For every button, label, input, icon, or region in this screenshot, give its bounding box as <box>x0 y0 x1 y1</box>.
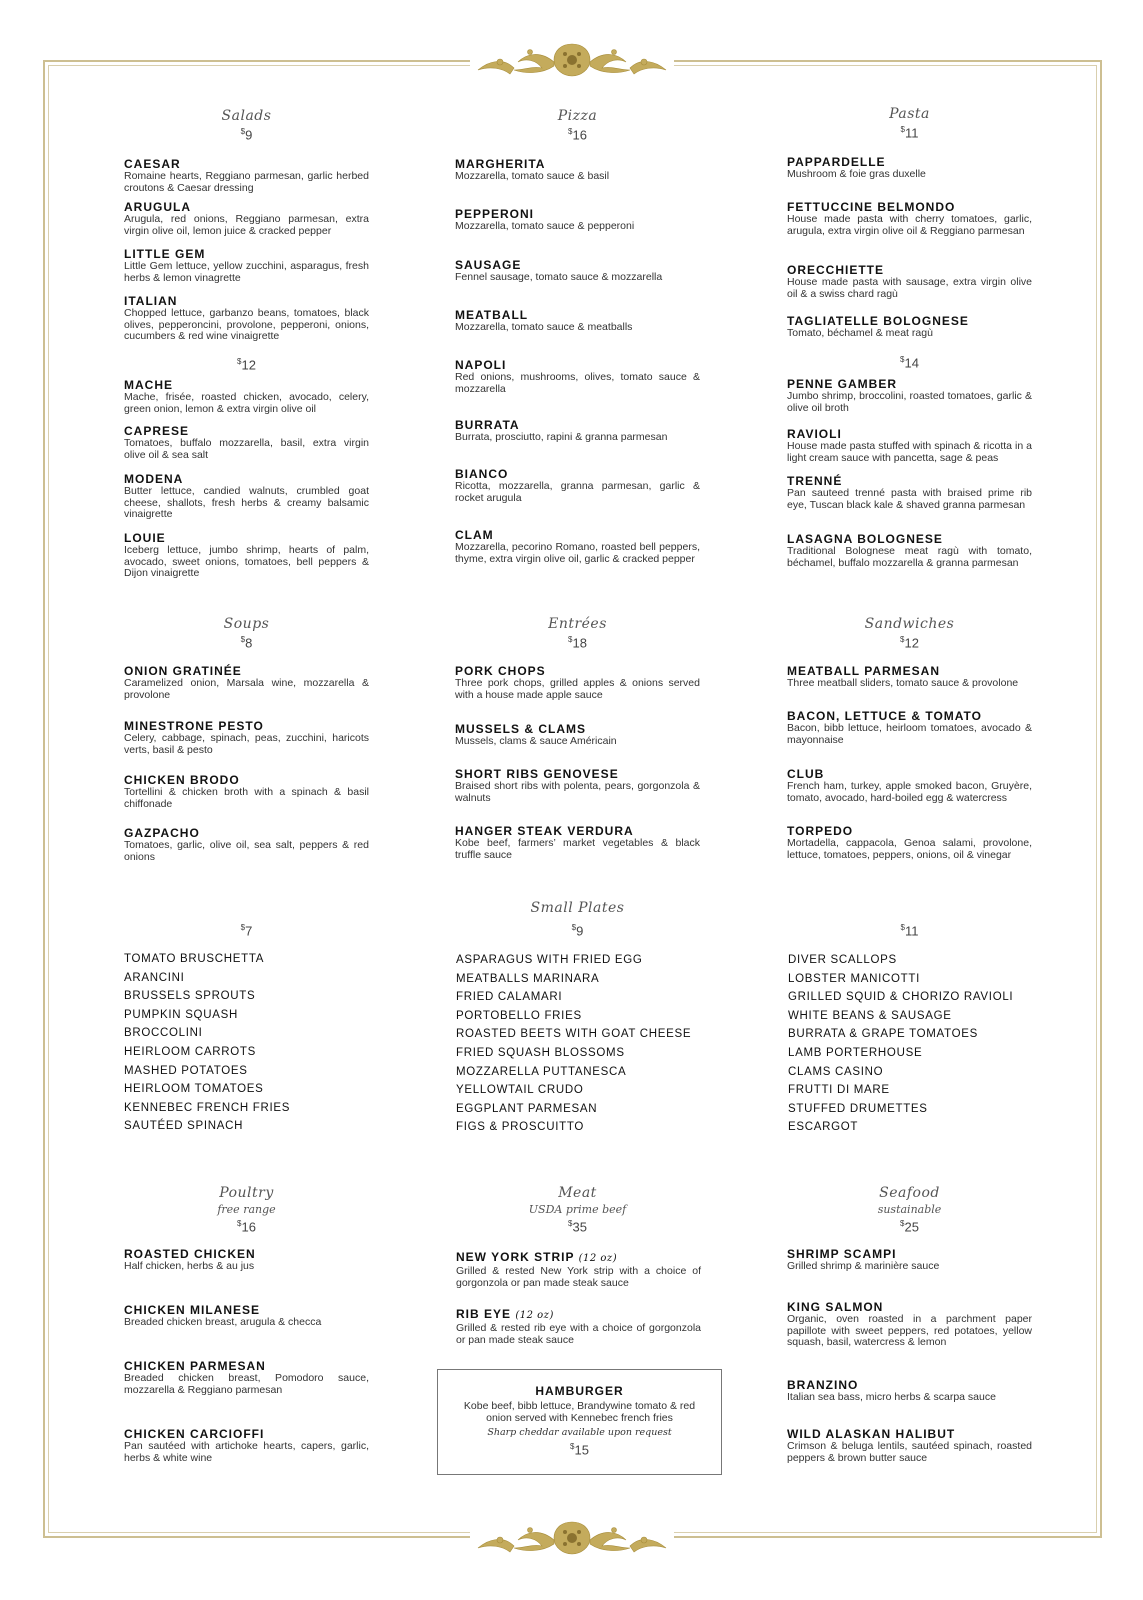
menu-item <box>124 773 369 810</box>
menu-item <box>455 528 700 565</box>
menu-item <box>124 531 369 580</box>
item-name: BURRATA <box>455 418 520 432</box>
small-plates-col2 <box>455 920 700 938</box>
section-title: Entrées <box>548 616 607 632</box>
item-name: GAZPACHO <box>124 826 200 840</box>
section-title: Soups <box>223 616 270 632</box>
item-name: CHICKEN CARCIOFFI <box>124 1427 265 1441</box>
section-subtitle: sustainable <box>877 1203 942 1216</box>
menu-item <box>787 664 1032 690</box>
menu-item <box>124 1247 369 1273</box>
item-description: Pan sautéed with artichoke hearts, capers, garlic, herbs & white wine <box>124 1440 369 1464</box>
menu-item <box>124 1427 369 1464</box>
item-description: Fennel sausage, tomato sauce & mozzarella <box>455 271 663 283</box>
item-name: MEATBALL <box>455 308 529 322</box>
item-description: Organic, oven roasted in a parchment paper papillote with sweet peppers, red potatoes, yellow squash, basil, watercress & lemon <box>787 1313 1032 1348</box>
item-name: BRANZINO <box>787 1378 859 1392</box>
item-name: ITALIAN <box>124 294 178 308</box>
poultry-header <box>124 1185 369 1234</box>
small-plates-col3 <box>787 920 1032 938</box>
item-description: Mushroom & foie gras duxelle <box>787 168 926 180</box>
list-item: ROASTED BEETS WITH GOAT CHEESE <box>456 1028 692 1041</box>
item-name: ONION GRATINÉE <box>124 664 242 678</box>
menu-item <box>787 474 1032 511</box>
item-description: Red onions, mushrooms, olives, tomato sauce & mozzarella <box>455 371 700 395</box>
item-description: Grilled shrimp & marinière sauce <box>787 1260 940 1272</box>
item-name: SAUSAGE <box>455 258 522 272</box>
item-description: Three pork chops, grilled apples & onions served with a house made apple sauce <box>455 677 700 701</box>
item-name: FETTUCCINE BELMONDO <box>787 200 956 214</box>
item-name: PEPPERONI <box>455 207 535 221</box>
item-description: Italian sea bass, micro herbs & scarpa sauce <box>787 1391 996 1403</box>
list-item: CLAMS CASINO <box>788 1065 884 1078</box>
section-price: $8 <box>240 635 253 651</box>
menu-item <box>124 294 369 343</box>
section-price: $11 <box>900 923 919 939</box>
menu-item <box>455 358 700 395</box>
item-description: Mozzarella, pecorino Romano, roasted bell peppers, thyme, extra virgin olive oil, garlic & cracked pepper <box>455 541 700 565</box>
menu-item <box>787 1247 1032 1273</box>
list-item: FIGS & PROSCUITTO <box>456 1121 584 1134</box>
list-item: GRILLED SQUID & CHORIZO RAVIOLI <box>788 991 1014 1004</box>
small-plates-list-3 <box>788 951 1013 1137</box>
section-price: $16 <box>237 1219 256 1235</box>
menu-item <box>124 472 369 521</box>
item-description: Arugula, red onions, Reggiano parmesan, extra virgin olive oil, lemon juice & cracked pepper <box>124 213 369 237</box>
item-name: ORECCHIETTE <box>787 263 885 277</box>
section-title: Salads <box>221 108 272 124</box>
item-name: RIB EYE (12 oz) <box>456 1307 554 1321</box>
hamburger-box <box>437 1369 722 1475</box>
menu-item <box>124 200 369 237</box>
list-item: EGGPLANT PARMESAN <box>456 1102 598 1115</box>
list-item: HEIRLOOM TOMATOES <box>124 1083 264 1096</box>
item-description: Bacon, bibb lettuce, heirloom tomatoes, avocado & mayonnaise <box>787 722 1032 746</box>
item-description: Mortadella, cappacola, Genoa salami, provolone, lettuce, tomatoes, peppers, onions, oil & vinegar <box>787 837 1032 861</box>
gold-filigree-crest-icon <box>470 40 674 80</box>
list-item: KENNEBEC FRENCH FRIES <box>124 1101 291 1114</box>
item-description: Chopped lettuce, garbanzo beans, tomatoes, black olives, pepperoncini, provolone, pepperoni, onions, cucumbers & red wine vinaigrette <box>124 307 369 342</box>
item-name: CHICKEN BRODO <box>124 773 240 787</box>
item-description: Mache, frisée, roasted chicken, avocado, celery, green onion, lemon & extra virgin olive oil <box>124 391 369 415</box>
list-item: MEATBALLS MARINARA <box>456 972 600 985</box>
item-name: WILD ALASKAN HALIBUT <box>787 1427 956 1441</box>
menu-item <box>124 1303 369 1329</box>
menu-item <box>787 532 1032 569</box>
menu-item <box>124 826 369 863</box>
item-description: Braised short ribs with polenta, pears, gorgonzola & walnuts <box>455 780 700 804</box>
menu-item <box>455 157 700 183</box>
item-name: MARGHERITA <box>455 157 546 171</box>
menu-item <box>455 418 700 444</box>
list-item: ASPARAGUS WITH FRIED EGG <box>456 954 643 966</box>
small-plates-header <box>455 900 700 916</box>
menu-item <box>787 1300 1032 1349</box>
item-description: Traditional Bolognese meat ragù with tomato, béchamel, buffalo mozzarella & granna parmesan <box>787 545 1032 569</box>
section-subtitle: free range <box>217 1203 276 1216</box>
item-name: MINESTRONE PESTO <box>124 719 264 733</box>
menu-item <box>787 824 1032 861</box>
item-description: House made pasta stuffed with spinach & ricotta in a light cream sauce with pancetta, sage & peas <box>787 440 1032 464</box>
item-description: Tomatoes, garlic, olive oil, sea salt, peppers & red onions <box>124 839 369 863</box>
item-description: Grilled & rested rib eye with a choice of gorgonzola or pan made steak sauce <box>456 1322 701 1346</box>
list-item: MASHED POTATOES <box>124 1064 248 1077</box>
sandwiches-header <box>787 616 1032 650</box>
section-price: $16 <box>568 127 587 143</box>
item-description: Mozzarella, tomato sauce & basil <box>455 170 610 182</box>
item-name: LOUIE <box>124 531 166 545</box>
item-name: HANGER STEAK VERDURA <box>455 824 634 838</box>
menu-item <box>787 709 1032 746</box>
item-description: Tomatoes, buffalo mozzarella, basil, extra virgin olive oil & sea salt <box>124 437 369 461</box>
entrees-header <box>455 616 700 650</box>
item-description: Butter lettuce, candied walnuts, crumbled goat cheese, shallots, fresh herbs & creamy balsamic vinaigrette <box>124 485 369 520</box>
item-name: RAVIOLI <box>787 427 842 441</box>
list-item: STUFFED DRUMETTES <box>788 1102 928 1115</box>
section-price: $9 <box>240 127 253 143</box>
item-description: Ricotta, mozzarella, granna parmesan, garlic & rocket arugula <box>455 480 700 504</box>
menu-item <box>787 314 1032 340</box>
menu-item <box>455 664 700 701</box>
item-name: CAESAR <box>124 157 181 171</box>
item-name: PORK CHOPS <box>455 664 546 678</box>
list-item: FRIED SQUASH BLOSSOMS <box>456 1046 625 1059</box>
item-name: PENNE GAMBER <box>787 377 898 391</box>
section-title: Pasta <box>889 106 930 122</box>
item-name: TRENNÉ <box>787 474 843 488</box>
item-description: Romaine hearts, Reggiano parmesan, garlic herbed croutons & Caesar dressing <box>124 170 369 194</box>
list-item: MOZZARELLA PUTTANESCA <box>456 1065 627 1078</box>
menu-item <box>787 427 1032 464</box>
list-item: LAMB PORTERHOUSE <box>788 1046 923 1059</box>
small-plates-list-2 <box>456 951 691 1137</box>
menu-item <box>124 424 369 461</box>
item-description: Half chicken, herbs & au jus <box>124 1260 255 1272</box>
item-name: NEW YORK STRIP (12 oz) <box>456 1250 618 1264</box>
list-item: PUMPKIN SQUASH <box>124 1008 238 1021</box>
list-item: LOBSTER MANICOTTI <box>788 972 921 985</box>
meat-header <box>455 1185 700 1234</box>
item-name: PAPPARDELLE <box>787 155 886 169</box>
item-description: Kobe beef, farmers’ market vegetables & black truffle sauce <box>455 837 700 861</box>
menu-item <box>455 824 700 861</box>
menu-item <box>455 207 700 233</box>
menu-item <box>787 263 1032 300</box>
item-description: Mozzarella, tomato sauce & pepperoni <box>455 220 635 232</box>
item-description: Breaded chicken breast, Pomodoro sauce, mozzarella & Reggiano parmesan <box>124 1372 369 1396</box>
item-name: CHICKEN MILANESE <box>124 1303 261 1317</box>
menu-item <box>455 767 700 804</box>
menu-item <box>455 467 700 504</box>
item-name: TORPEDO <box>787 824 854 838</box>
item-name: MODENA <box>124 472 184 486</box>
seafood-header <box>787 1185 1032 1234</box>
item-name: LASAGNA BOLOGNESE <box>787 532 943 546</box>
item-description: Breaded chicken breast, arugula & checca <box>124 1316 322 1328</box>
list-item: ESCARGOT <box>788 1121 859 1134</box>
pasta-header <box>787 106 1032 140</box>
list-item: FRIED CALAMARI <box>456 991 563 1004</box>
item-description: Caramelized onion, Marsala wine, mozzarella & provolone <box>124 677 369 701</box>
item-name: CHICKEN PARMESAN <box>124 1359 266 1373</box>
section-price: $11 <box>900 125 919 141</box>
list-item: TOMATO BRUSCHETTA <box>124 953 265 965</box>
section-price: $12 <box>900 635 919 651</box>
menu-item <box>456 1307 701 1346</box>
list-item: HEIRLOOM CARROTS <box>124 1045 256 1058</box>
item-price: $15 <box>570 1442 589 1458</box>
section-title: Pizza <box>557 108 598 124</box>
item-description: House made pasta with sausage, extra virgin olive oil & a swiss chard ragù <box>787 276 1032 300</box>
item-description: Kobe beef, bibb lettuce, Brandywine tomato & red onion served with Kennebec french fries <box>463 1400 696 1424</box>
item-name: BIANCO <box>455 467 509 481</box>
menu-item <box>124 719 369 756</box>
pizza-header <box>455 108 700 142</box>
menu-item <box>455 258 700 284</box>
item-name: CAPRESE <box>124 424 190 438</box>
item-name: LITTLE GEM <box>124 247 206 261</box>
item-description: French ham, turkey, apple smoked bacon, Gruyère, tomato, avocado, hard-boiled egg & watercress <box>787 780 1032 804</box>
small-plates-list-1 <box>124 950 290 1136</box>
item-description: Iceberg lettuce, jumbo shrimp, hearts of palm, avocado, sweet onions, tomatoes, bell peppers & Dijon vinaigrette <box>124 544 369 579</box>
menu-item <box>124 1359 369 1396</box>
item-name: NAPOLI <box>455 358 507 372</box>
menu-item <box>124 247 369 284</box>
menu-item <box>787 377 1032 414</box>
soups-header <box>124 616 369 650</box>
salads-header <box>124 108 369 142</box>
item-description: Grilled & rested New York strip with a choice of gorgonzola or pan made steak sauce <box>456 1265 701 1289</box>
item-description: Burrata, prosciutto, rapini & granna parmesan <box>455 431 668 443</box>
list-item: SAUTÉED SPINACH <box>124 1120 244 1133</box>
item-description: Celery, cabbage, spinach, peas, zucchini, haricots verts, basil & pesto <box>124 732 369 756</box>
section-subtitle: USDA prime beef <box>528 1203 627 1216</box>
menu-item <box>787 155 1032 181</box>
section-title: Poultry <box>219 1185 274 1201</box>
menu-item <box>787 200 1032 237</box>
item-name: KING SALMON <box>787 1300 884 1314</box>
section-title: Meat <box>558 1185 597 1201</box>
item-description: Jumbo shrimp, broccolini, roasted tomatoes, garlic & olive oil broth <box>787 390 1032 414</box>
section-price: $25 <box>900 1219 919 1235</box>
item-description: House made pasta with cherry tomatoes, garlic, arugula, extra virgin olive oil & Reggiano parmesan <box>787 213 1032 237</box>
menu-item <box>124 664 369 701</box>
item-description: Tortellini & chicken broth with a spinach & basil chiffonade <box>124 786 369 810</box>
section-price: $35 <box>568 1219 587 1235</box>
list-item: FRUTTI DI MARE <box>788 1084 890 1097</box>
menu-item <box>787 1378 1032 1404</box>
pasta-price-2: $14 <box>900 355 919 371</box>
list-item: DIVER SCALLOPS <box>788 954 897 966</box>
item-name: TAGLIATELLE BOLOGNESE <box>787 314 969 328</box>
small-plates-col1 <box>124 920 369 938</box>
item-description: Crimson & beluga lentils, sautéed spinach, roasted peppers & brown butter sauce <box>787 1440 1032 1464</box>
list-item: WHITE BEANS & SAUSAGE <box>788 1009 952 1022</box>
item-name: HAMBURGER <box>535 1384 624 1398</box>
item-name: MUSSELS & CLAMS <box>455 722 587 736</box>
menu-item <box>124 157 369 194</box>
list-item: BROCCOLINI <box>124 1027 203 1040</box>
item-name: SHORT RIBS GENOVESE <box>455 767 619 781</box>
item-description: Three meatball sliders, tomato sauce & provolone <box>787 677 1019 689</box>
item-name: CLUB <box>787 767 825 781</box>
menu-item <box>455 308 700 334</box>
item-size-note: (12 oz) <box>515 1310 554 1321</box>
item-name: SHRIMP SCAMPI <box>787 1247 897 1261</box>
item-description: Pan sauteed trenné pasta with braised prime rib eye, Tuscan black kale & shaved granna parmesan <box>787 487 1032 511</box>
item-name: ROASTED CHICKEN <box>124 1247 256 1261</box>
item-description: Tomato, béchamel & meat ragù <box>787 327 933 339</box>
item-name: ARUGULA <box>124 200 191 214</box>
item-name: CLAM <box>455 528 494 542</box>
list-item: YELLOWTAIL CRUDO <box>456 1084 584 1097</box>
menu-item <box>787 1427 1032 1464</box>
item-description: Mussels, clams & sauce Américain <box>455 735 617 747</box>
section-price: $18 <box>568 635 587 651</box>
section-title: Sandwiches <box>864 616 955 632</box>
list-item: BURRATA & GRAPE TOMATOES <box>788 1028 978 1041</box>
item-note: Sharp cheddar available upon request <box>487 1427 672 1438</box>
list-item: BRUSSELS SPROUTS <box>124 990 256 1003</box>
menu-item <box>124 378 369 415</box>
section-title: Small Plates <box>530 900 625 916</box>
item-name: BACON, LETTUCE & TOMATO <box>787 709 982 723</box>
section-title: Seafood <box>879 1185 940 1201</box>
gold-filigree-crest-icon <box>470 1518 674 1558</box>
menu-item <box>456 1250 701 1289</box>
item-size-note: (12 oz) <box>578 1253 618 1264</box>
section-price: $9 <box>571 923 584 939</box>
item-name: MEATBALL PARMESAN <box>787 664 940 678</box>
salads-price-2: $12 <box>237 357 256 373</box>
item-description: Little Gem lettuce, yellow zucchini, asparagus, fresh herbs & lemon vinagrette <box>124 260 369 284</box>
list-item: ARANCINI <box>124 971 185 984</box>
section-price: $7 <box>240 923 253 939</box>
menu-item <box>455 722 700 748</box>
menu-item <box>787 767 1032 804</box>
item-name: MACHE <box>124 378 173 392</box>
item-description: Mozzarella, tomato sauce & meatballs <box>455 321 633 333</box>
list-item: PORTOBELLO FRIES <box>456 1009 582 1022</box>
